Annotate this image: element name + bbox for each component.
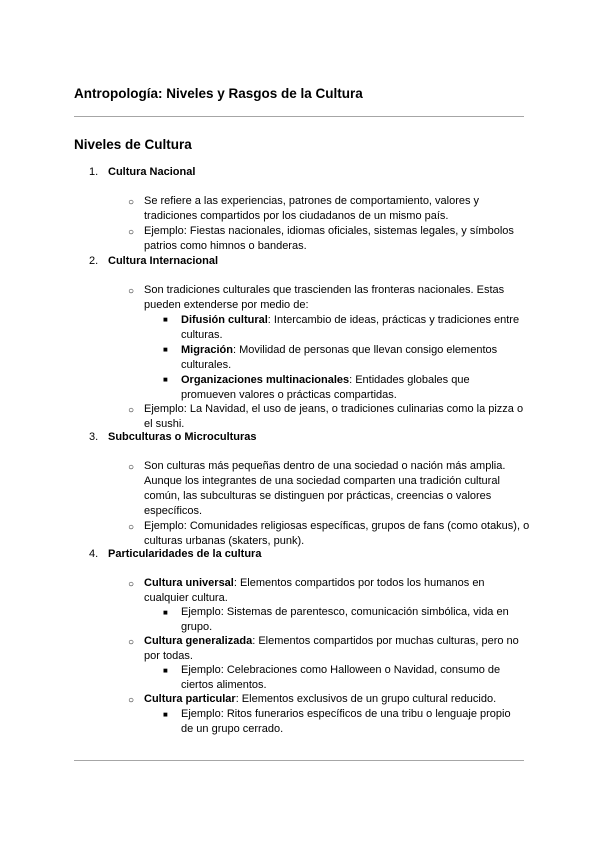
list-item: Se refiere a las experiencias, patrones de comportamiento, valores y tradiciones compartidos por los ciudadanos de un mismo país. [144,195,480,222]
level-label: Particularidades de la cultura [108,548,262,560]
sub-list-item: Ejemplo: Sistemas de parentesco, comunicación simbólica, vida en grupo. [181,606,509,633]
list-item: Son tradiciones culturales que trascienden las fronteras nacionales. Estas pueden extenderse por medio de: [144,284,505,311]
list-number: 4. [89,548,99,560]
bullet-marker: ○ [128,197,135,208]
list-item: Ejemplo: Fiestas nacionales, idiomas oficiales, sistemas legales, y símbolos patrios como himnos o banderas. [144,225,514,252]
top-divider [74,116,524,117]
square-bullet-marker: ■ [163,608,168,617]
list-item: Ejemplo: Comunidades religiosas específicas, grupos de fans (como otakus), o culturas urbanas (skaters, punk). [144,520,530,547]
bullet-marker: ○ [128,405,135,416]
list-item: Cultura generalizada: Elementos compartidos por muchas culturas, pero no por todas. [144,635,519,662]
square-bullet-marker: ■ [163,710,168,719]
document-title: Antropología: Niveles y Rasgos de la Cultura [74,86,363,101]
list-item: Cultura particular: Elementos exclusivos de un grupo cultural reducido. [144,693,497,705]
list-item: Ejemplo: La Navidad, el uso de jeans, o tradiciones culinarias como la pizza o el sushi. [144,403,524,430]
sub-list-item: Ejemplo: Ritos funerarios específicos de una tribu o lenguaje propio de un grupo cerrado. [181,708,511,735]
list-item: Son culturas más pequeñas dentro de una sociedad o nación más amplia. Aunque los integrantes de una sociedad comparten una tradición cultural común, las subculturas se distinguen por prácticas, creencias o valores específicos. [144,460,506,517]
list-number: 3. [89,431,99,443]
bullet-marker: ○ [128,227,135,238]
bullet-marker: ○ [128,637,135,648]
sub-list-item: Migración: Movilidad de personas que llevan consigo elementos culturales. [181,344,498,371]
list-item: Cultura universal: Elementos compartidos por todos los humanos en cualquier cultura. [144,577,485,604]
square-bullet-marker: ■ [163,345,168,354]
list-number: 2. [89,255,99,267]
sub-list-item: Organizaciones multinacionales: Entidades globales que promueven valores o prácticas compartidas. [181,374,470,401]
level-label: Cultura Nacional [108,166,196,178]
square-bullet-marker: ■ [163,315,168,324]
bullet-marker: ○ [128,695,135,706]
bullet-marker: ○ [128,462,135,473]
square-bullet-marker: ■ [163,666,168,675]
bottom-divider [74,760,524,761]
bullet-marker: ○ [128,522,135,533]
section-heading: Niveles de Cultura [74,137,192,152]
list-number: 1. [89,166,99,178]
sub-list-item: Ejemplo: Celebraciones como Halloween o Navidad, consumo de ciertos alimentos. [181,664,501,691]
level-label: Subculturas o Microculturas [108,431,257,443]
level-label: Cultura Internacional [108,255,219,267]
sub-list-item: Difusión cultural: Intercambio de ideas, prácticas y tradiciones entre culturas. [181,314,520,341]
bullet-marker: ○ [128,579,135,590]
square-bullet-marker: ■ [163,375,168,384]
bullet-marker: ○ [128,286,135,297]
